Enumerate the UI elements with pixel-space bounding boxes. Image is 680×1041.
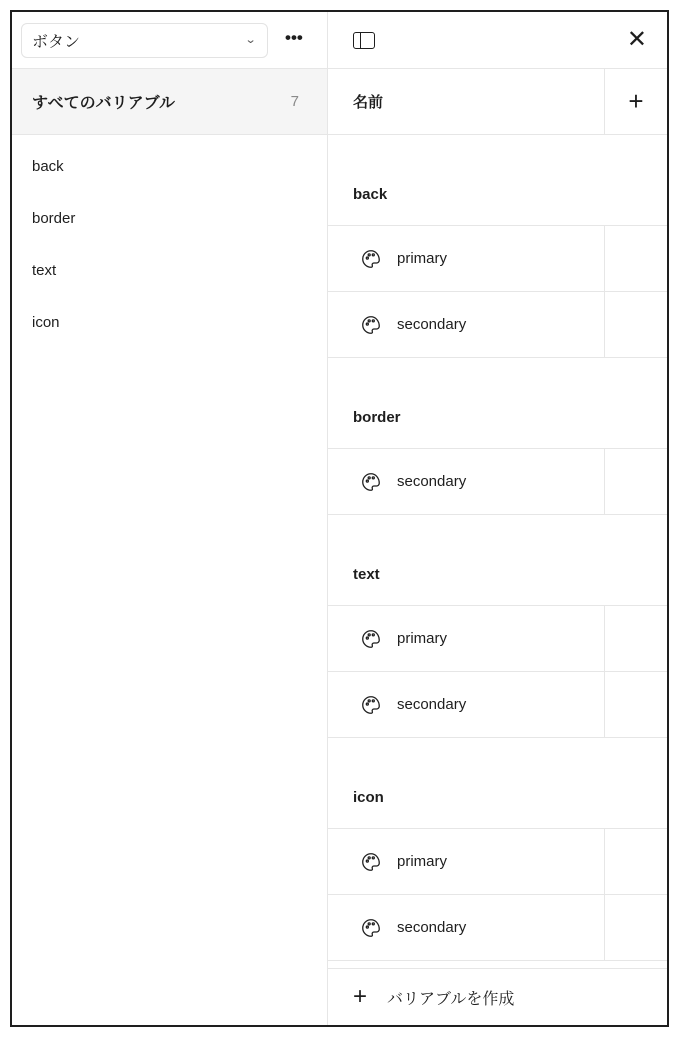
- more-icon[interactable]: •••: [285, 27, 303, 47]
- variable-name: primary: [397, 630, 448, 647]
- group-item-back[interactable]: back: [32, 158, 64, 175]
- variable-name: primary: [397, 853, 448, 870]
- variable-name: secondary: [397, 696, 467, 713]
- collection-select-value: ボタン: [32, 33, 81, 51]
- plus-icon: +: [353, 983, 368, 1010]
- variable-value-cell[interactable]: [604, 895, 667, 960]
- section-title-text: text: [328, 515, 667, 606]
- group-item-border[interactable]: border: [32, 210, 76, 227]
- variable-row[interactable]: [328, 606, 667, 672]
- section-title-back: back: [328, 135, 667, 226]
- section-title-icon: icon: [328, 738, 667, 829]
- close-icon[interactable]: ✕: [626, 26, 647, 53]
- palette-icon: [360, 694, 382, 716]
- variable-name-cell: [328, 226, 604, 291]
- chevron-down-icon: ⌄: [244, 33, 257, 46]
- right-toolbar: [328, 12, 667, 68]
- variable-value-cell[interactable]: [604, 829, 667, 894]
- variable-name: secondary: [397, 919, 467, 936]
- variable-name-cell: [328, 672, 604, 737]
- palette-icon: [360, 917, 382, 939]
- variable-name: secondary: [397, 316, 467, 333]
- variable-value-cell[interactable]: [604, 672, 667, 737]
- group-list: [12, 135, 327, 361]
- left-panel: [12, 12, 328, 1025]
- variable-name-cell: [328, 829, 604, 894]
- variable-row[interactable]: [328, 226, 667, 292]
- variable-name: primary: [397, 250, 448, 267]
- variable-row[interactable]: [328, 292, 667, 358]
- left-toolbar: [12, 12, 327, 68]
- all-variables-label: すべてのバリアブル: [32, 95, 176, 112]
- variable-value-cell[interactable]: [604, 449, 667, 514]
- right-panel: [328, 12, 667, 1025]
- sidebar-panel-icon[interactable]: [353, 32, 375, 49]
- variable-name-cell: [328, 449, 604, 514]
- group-item-icon[interactable]: icon: [32, 314, 60, 331]
- palette-icon: [360, 248, 382, 270]
- variable-row[interactable]: [328, 829, 667, 895]
- variable-name-cell: [328, 292, 604, 357]
- variable-value-cell[interactable]: [604, 292, 667, 357]
- variable-name-cell: [328, 895, 604, 960]
- table-header: [328, 68, 667, 135]
- palette-icon: [360, 471, 382, 493]
- variable-name: secondary: [397, 473, 467, 490]
- group-item-text[interactable]: text: [32, 262, 57, 279]
- variable-row[interactable]: [328, 895, 667, 961]
- palette-icon: [360, 314, 382, 336]
- variable-sections: [328, 135, 667, 961]
- collection-select[interactable]: [21, 23, 268, 58]
- create-variable-button[interactable]: [328, 968, 667, 1025]
- variable-name-cell: [328, 606, 604, 671]
- section-title-border: border: [328, 358, 667, 449]
- variable-value-cell[interactable]: [604, 226, 667, 291]
- add-mode-button[interactable]: +: [604, 69, 667, 134]
- all-variables-count: 7: [290, 93, 299, 110]
- palette-icon: [360, 851, 382, 873]
- palette-icon: [360, 628, 382, 650]
- all-variables-item[interactable]: [12, 68, 327, 135]
- variable-row[interactable]: [328, 449, 667, 515]
- variable-row[interactable]: [328, 672, 667, 738]
- create-variable-label: バリアブルを作成: [387, 990, 515, 1008]
- variable-value-cell[interactable]: [604, 606, 667, 671]
- name-column-header: 名前: [353, 94, 384, 111]
- variables-window: [10, 10, 669, 1027]
